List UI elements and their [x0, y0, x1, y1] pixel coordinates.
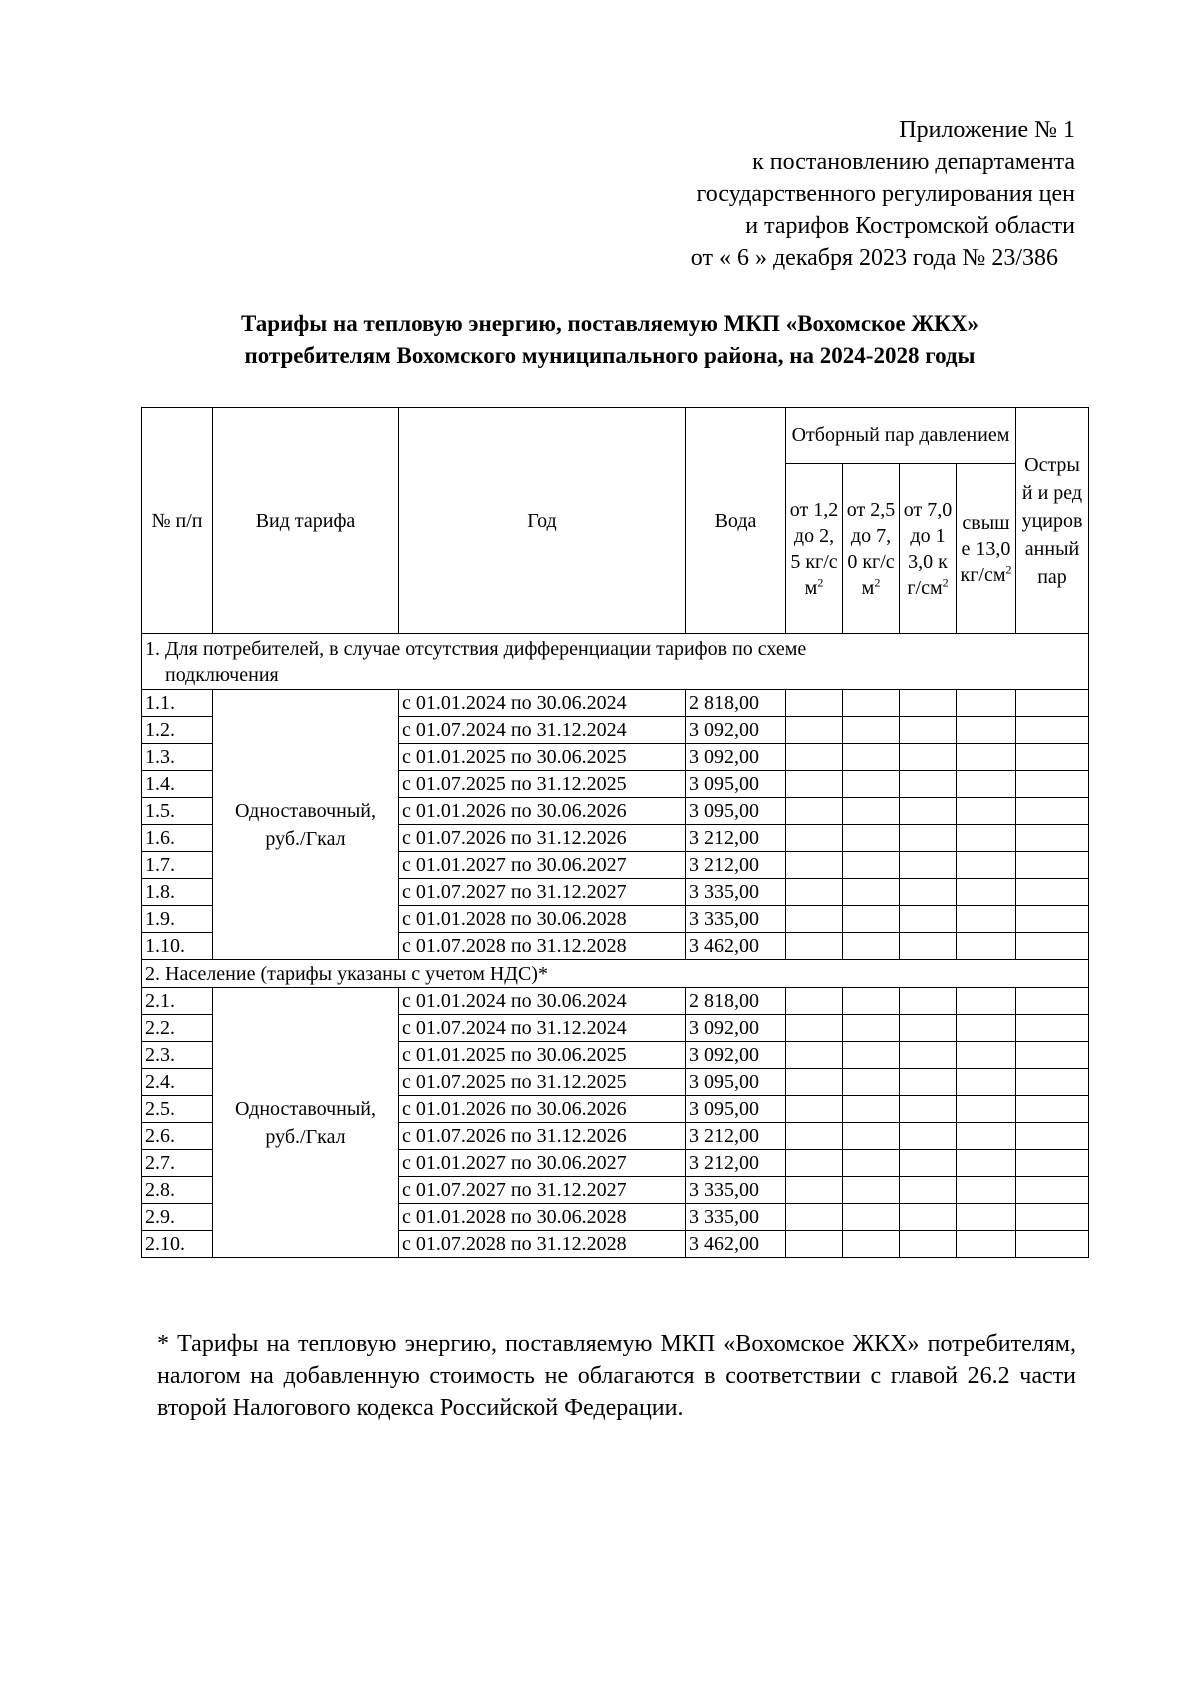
period-cell: с 01.01.2024 по 30.06.2024	[399, 988, 686, 1015]
empty-cell	[957, 717, 1016, 744]
tariff-type-cell: Одноставочный, руб./Гкал	[213, 690, 399, 960]
water-value: 3 335,00	[686, 879, 786, 906]
empty-cell	[843, 1150, 900, 1177]
empty-cell	[843, 1015, 900, 1042]
water-value: 3 335,00	[686, 1204, 786, 1231]
superscript: 2	[1005, 561, 1012, 576]
row-number: 1.8.	[142, 879, 213, 906]
empty-cell	[957, 1015, 1016, 1042]
row-number: 1.5.	[142, 798, 213, 825]
appendix-line: к постановлению департамента	[752, 149, 1075, 175]
header-pressure-4-text: свыше 13,0 кг/см	[960, 511, 1011, 586]
period-cell: с 01.07.2028 по 31.12.2028	[399, 933, 686, 960]
period-cell: с 01.07.2027 по 31.12.2027	[399, 879, 686, 906]
empty-cell	[843, 1096, 900, 1123]
empty-cell	[957, 798, 1016, 825]
empty-cell	[786, 933, 843, 960]
empty-cell	[1016, 1096, 1089, 1123]
empty-cell	[957, 744, 1016, 771]
period-cell: с 01.07.2027 по 31.12.2027	[399, 1177, 686, 1204]
empty-cell	[1016, 798, 1089, 825]
water-value: 3 212,00	[686, 825, 786, 852]
empty-cell	[786, 1096, 843, 1123]
water-value: 3 095,00	[686, 1096, 786, 1123]
empty-cell	[1016, 717, 1089, 744]
empty-cell	[1016, 1123, 1089, 1150]
row-number: 2.7.	[142, 1150, 213, 1177]
empty-cell	[957, 906, 1016, 933]
empty-cell	[1016, 906, 1089, 933]
empty-cell	[843, 988, 900, 1015]
water-value: 3 092,00	[686, 744, 786, 771]
empty-cell	[957, 1150, 1016, 1177]
empty-cell	[957, 1204, 1016, 1231]
water-value: 3 092,00	[686, 1042, 786, 1069]
period-cell: с 01.01.2027 по 30.06.2027	[399, 1150, 686, 1177]
period-cell: с 01.01.2024 по 30.06.2024	[399, 690, 686, 717]
empty-cell	[843, 1042, 900, 1069]
superscript: 2	[942, 574, 949, 589]
title-line: Тарифы на тепловую энергию, поставляемую МКП «Вохомское ЖКХ»	[241, 311, 979, 336]
empty-cell	[900, 771, 957, 798]
table-row	[142, 988, 1089, 1015]
empty-cell	[957, 771, 1016, 798]
empty-cell	[1016, 690, 1089, 717]
header-tariff-type: Вид тарифа	[213, 408, 399, 634]
empty-cell	[786, 744, 843, 771]
header-num: № п/п	[142, 408, 213, 634]
empty-cell	[957, 690, 1016, 717]
empty-cell	[900, 852, 957, 879]
empty-cell	[900, 1123, 957, 1150]
title-line: потребителям Вохомского муниципального района, на 2024-2028 годы	[244, 343, 976, 368]
empty-cell	[843, 744, 900, 771]
footnote: * Тарифы на тепловую энергию, поставляемую МКП «Вохомское ЖКХ» потребителям, налогом на добавленную стоимость не облагаются в соответствии с главой 26.2 части второй Налогового кодекса Российской Федерации.	[157, 1331, 1076, 1421]
row-number: 1.1.	[142, 690, 213, 717]
superscript: 2	[817, 574, 824, 589]
empty-cell	[843, 906, 900, 933]
water-value: 3 335,00	[686, 906, 786, 933]
empty-cell	[957, 1096, 1016, 1123]
empty-cell	[900, 879, 957, 906]
appendix-header	[600, 114, 1075, 274]
empty-cell	[786, 717, 843, 744]
period-cell: с 01.07.2024 по 31.12.2024	[399, 717, 686, 744]
empty-cell	[957, 933, 1016, 960]
header-pressure-1	[786, 464, 843, 634]
row-number: 1.4.	[142, 771, 213, 798]
empty-cell	[900, 906, 957, 933]
empty-cell	[843, 933, 900, 960]
period-cell: с 01.07.2025 по 31.12.2025	[399, 1069, 686, 1096]
empty-cell	[900, 825, 957, 852]
empty-cell	[843, 1123, 900, 1150]
empty-cell	[786, 798, 843, 825]
table-row	[142, 690, 1089, 717]
empty-cell	[900, 717, 957, 744]
empty-cell	[900, 1150, 957, 1177]
period-cell: с 01.01.2028 по 30.06.2028	[399, 1204, 686, 1231]
tariff-table	[141, 407, 1089, 1258]
empty-cell	[843, 771, 900, 798]
empty-cell	[1016, 825, 1089, 852]
empty-cell	[786, 1015, 843, 1042]
empty-cell	[957, 1069, 1016, 1096]
water-value: 3 462,00	[686, 933, 786, 960]
row-number: 2.8.	[142, 1177, 213, 1204]
empty-cell	[957, 988, 1016, 1015]
empty-cell	[786, 1069, 843, 1096]
empty-cell	[957, 852, 1016, 879]
empty-cell	[843, 879, 900, 906]
empty-cell	[1016, 1177, 1089, 1204]
header-pressure-2-text: от 2,5 до 7,0 кг/см	[846, 498, 896, 599]
period-cell: с 01.07.2024 по 31.12.2024	[399, 1015, 686, 1042]
row-number: 1.2.	[142, 717, 213, 744]
appendix-line: от « 6 » декабря 2023 года № 23/386	[690, 245, 1058, 271]
empty-cell	[786, 906, 843, 933]
row-number: 2.3.	[142, 1042, 213, 1069]
empty-cell	[786, 1123, 843, 1150]
empty-cell	[900, 988, 957, 1015]
header-year: Год	[399, 408, 686, 634]
superscript: 2	[874, 574, 881, 589]
period-cell: с 01.07.2026 по 31.12.2026	[399, 825, 686, 852]
empty-cell	[786, 690, 843, 717]
period-cell: с 01.07.2026 по 31.12.2026	[399, 1123, 686, 1150]
row-number: 2.2.	[142, 1015, 213, 1042]
water-value: 3 212,00	[686, 1150, 786, 1177]
document-title	[140, 308, 1080, 372]
empty-cell	[843, 690, 900, 717]
section-1-title-cont: подключения	[165, 663, 279, 686]
water-value: 3 462,00	[686, 1231, 786, 1258]
empty-cell	[957, 1177, 1016, 1204]
appendix-line: и тарифов Костромской области	[745, 213, 1075, 239]
empty-cell	[786, 988, 843, 1015]
period-cell: с 01.01.2028 по 30.06.2028	[399, 906, 686, 933]
water-value: 3 092,00	[686, 1015, 786, 1042]
empty-cell	[900, 933, 957, 960]
empty-cell	[786, 1177, 843, 1204]
header-pressure-4	[957, 464, 1016, 634]
period-cell: с 01.07.2028 по 31.12.2028	[399, 1231, 686, 1258]
empty-cell	[957, 1231, 1016, 1258]
header-pressure-2	[843, 464, 900, 634]
row-number: 2.9.	[142, 1204, 213, 1231]
period-cell: с 01.01.2026 по 30.06.2026	[399, 1096, 686, 1123]
header-pressure-1-text: от 1,2 до 2,5 кг/см	[789, 498, 839, 599]
empty-cell	[843, 1204, 900, 1231]
water-value: 3 095,00	[686, 1069, 786, 1096]
row-number: 2.5.	[142, 1096, 213, 1123]
empty-cell	[786, 1204, 843, 1231]
empty-cell	[843, 852, 900, 879]
empty-cell	[1016, 933, 1089, 960]
row-number: 1.7.	[142, 852, 213, 879]
header-pressure-3	[900, 464, 957, 634]
empty-cell	[1016, 988, 1089, 1015]
water-value: 3 095,00	[686, 771, 786, 798]
header-pressure-3-text: от 7,0 до 13,0 кг/см	[903, 498, 953, 599]
empty-cell	[1016, 879, 1089, 906]
row-number: 1.10.	[142, 933, 213, 960]
empty-cell	[1016, 1150, 1089, 1177]
water-value: 3 212,00	[686, 1123, 786, 1150]
empty-cell	[900, 1231, 957, 1258]
empty-cell	[1016, 1069, 1089, 1096]
appendix-line: Приложение № 1	[899, 117, 1075, 143]
empty-cell	[900, 1042, 957, 1069]
header-steam-group: Отборный пар давлением	[786, 408, 1016, 464]
row-number: 2.4.	[142, 1069, 213, 1096]
period-cell: с 01.01.2025 по 30.06.2025	[399, 744, 686, 771]
appendix-line: государственного регулирования цен	[696, 181, 1075, 207]
empty-cell	[786, 825, 843, 852]
row-number: 1.6.	[142, 825, 213, 852]
empty-cell	[1016, 771, 1089, 798]
section-2-title: 2. Население (тарифы указаны с учетом НДС)*	[142, 960, 1089, 988]
empty-cell	[900, 1204, 957, 1231]
row-number: 2.6.	[142, 1123, 213, 1150]
section-1-title	[142, 634, 1089, 690]
water-value: 2 818,00	[686, 988, 786, 1015]
row-number: 2.1.	[142, 988, 213, 1015]
empty-cell	[900, 798, 957, 825]
empty-cell	[957, 879, 1016, 906]
empty-cell	[900, 1177, 957, 1204]
empty-cell	[786, 1042, 843, 1069]
empty-cell	[1016, 1204, 1089, 1231]
empty-cell	[1016, 744, 1089, 771]
empty-cell	[1016, 852, 1089, 879]
water-value: 3 212,00	[686, 852, 786, 879]
water-value: 3 335,00	[686, 1177, 786, 1204]
row-number: 1.3.	[142, 744, 213, 771]
water-value: 3 095,00	[686, 798, 786, 825]
period-cell: с 01.01.2025 по 30.06.2025	[399, 1042, 686, 1069]
empty-cell	[1016, 1015, 1089, 1042]
water-value: 2 818,00	[686, 690, 786, 717]
empty-cell	[900, 690, 957, 717]
empty-cell	[900, 1015, 957, 1042]
row-number: 1.9.	[142, 906, 213, 933]
water-value: 3 092,00	[686, 717, 786, 744]
empty-cell	[843, 717, 900, 744]
empty-cell	[843, 1231, 900, 1258]
empty-cell	[786, 1150, 843, 1177]
empty-cell	[900, 1069, 957, 1096]
empty-cell	[957, 1042, 1016, 1069]
empty-cell	[786, 852, 843, 879]
empty-cell	[900, 744, 957, 771]
header-sharp-steam: Острый и редуцированный пар	[1016, 408, 1089, 634]
tariff-type-cell: Одноставочный, руб./Гкал	[213, 988, 399, 1258]
empty-cell	[1016, 1231, 1089, 1258]
period-cell: с 01.01.2026 по 30.06.2026	[399, 798, 686, 825]
row-number: 2.10.	[142, 1231, 213, 1258]
empty-cell	[843, 1069, 900, 1096]
empty-cell	[900, 1096, 957, 1123]
period-cell: с 01.07.2025 по 31.12.2025	[399, 771, 686, 798]
empty-cell	[843, 1177, 900, 1204]
section-1-title-text: 1. Для потребителей, в случае отсутствия дифференциации тарифов по схеме	[145, 637, 807, 660]
empty-cell	[957, 1123, 1016, 1150]
empty-cell	[786, 1231, 843, 1258]
empty-cell	[1016, 1042, 1089, 1069]
empty-cell	[843, 798, 900, 825]
empty-cell	[957, 825, 1016, 852]
empty-cell	[843, 825, 900, 852]
header-water: Вода	[686, 408, 786, 634]
period-cell: с 01.01.2027 по 30.06.2027	[399, 852, 686, 879]
empty-cell	[786, 879, 843, 906]
empty-cell	[786, 771, 843, 798]
